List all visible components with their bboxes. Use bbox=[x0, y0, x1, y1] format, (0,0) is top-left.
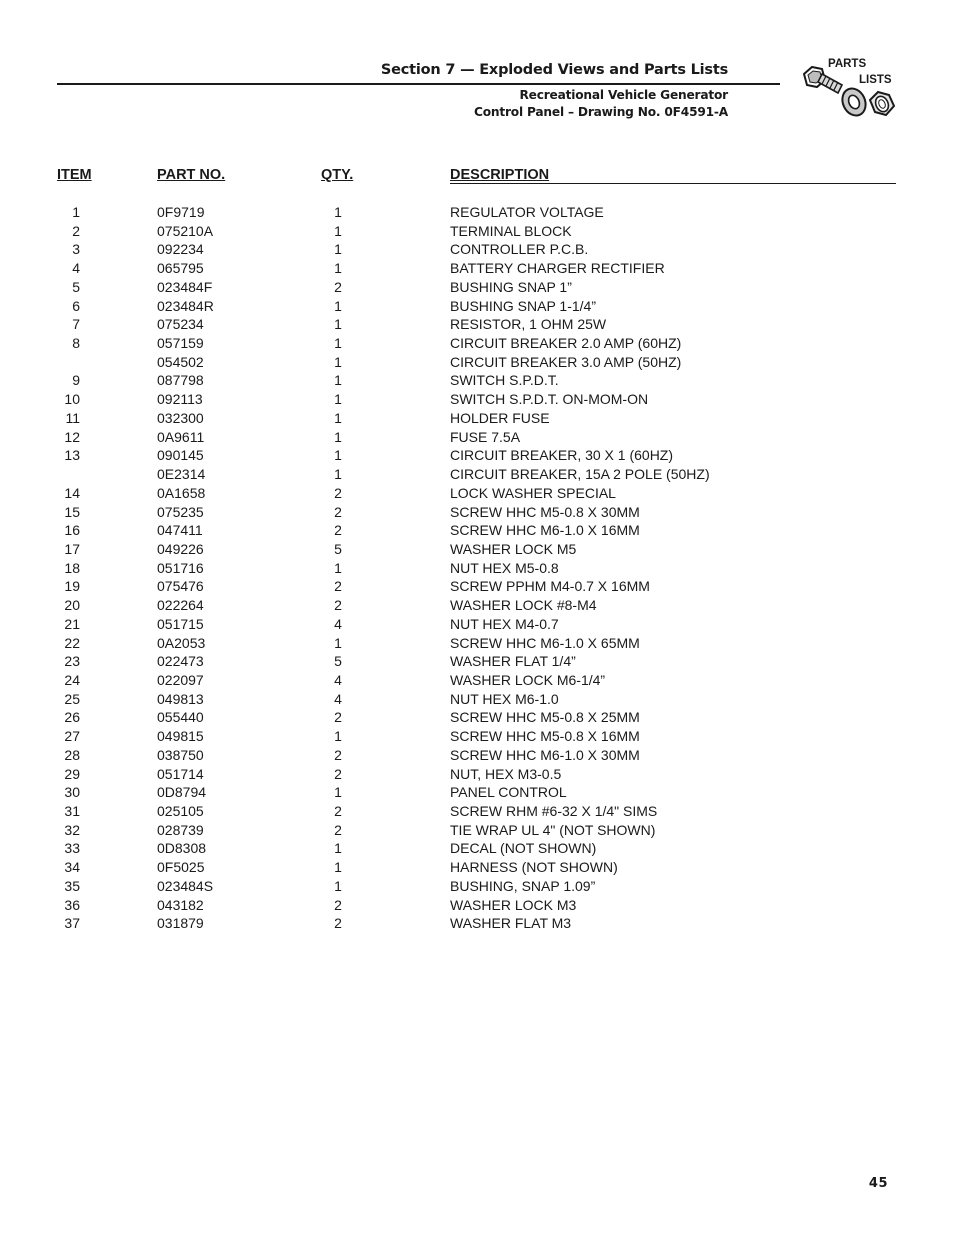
part-description: BUSHING, SNAP 1.09” bbox=[450, 877, 596, 894]
page-header bbox=[0, 0, 954, 130]
table-row bbox=[0, 204, 954, 223]
part-number: 049813 bbox=[157, 690, 204, 707]
part-number: 092113 bbox=[157, 391, 203, 408]
quantity: 1 bbox=[334, 297, 342, 314]
part-number: 075210A bbox=[157, 222, 214, 239]
quantity: 1 bbox=[334, 241, 342, 258]
quantity: 1 bbox=[334, 840, 342, 857]
table-row bbox=[0, 466, 954, 485]
part-description: SWITCH S.P.D.T. ON-MOM-ON bbox=[450, 391, 649, 408]
item-number: 25 bbox=[64, 690, 80, 707]
part-description: WASHER LOCK #8-M4 bbox=[450, 597, 597, 614]
table-row bbox=[0, 578, 954, 597]
logo-label-parts: PARTS bbox=[828, 58, 867, 70]
table-row bbox=[0, 335, 954, 354]
quantity: 1 bbox=[334, 260, 342, 277]
quantity: 1 bbox=[334, 222, 342, 239]
item-number: 18 bbox=[64, 559, 80, 576]
parts-list-table bbox=[0, 204, 954, 934]
part-number: 049815 bbox=[157, 728, 204, 745]
section-title: Section 7 — Exploded Views and Parts Lists bbox=[380, 62, 728, 78]
part-description: NUT HEX M4-0.7 bbox=[450, 615, 559, 632]
quantity: 1 bbox=[334, 335, 342, 352]
part-number: 0A2053 bbox=[157, 634, 206, 651]
quantity: 1 bbox=[334, 391, 342, 408]
item-number: 5 bbox=[72, 278, 80, 295]
part-description: WASHER FLAT 1/4” bbox=[450, 653, 576, 670]
part-description: DECAL (NOT SHOWN) bbox=[450, 840, 597, 857]
part-number: 054502 bbox=[157, 353, 204, 370]
part-description: TIE WRAP UL 4" (NOT SHOWN) bbox=[450, 821, 656, 838]
item-number: 37 bbox=[64, 915, 80, 932]
table-row bbox=[0, 298, 954, 317]
table-row bbox=[0, 410, 954, 429]
part-number: 051716 bbox=[157, 559, 204, 576]
part-number: 028739 bbox=[157, 821, 204, 838]
part-number: 038750 bbox=[157, 746, 204, 763]
quantity: 1 bbox=[334, 447, 342, 464]
part-description: SCREW HHC M5-0.8 X 30MM bbox=[450, 503, 640, 520]
quantity: 5 bbox=[334, 653, 342, 670]
table-row bbox=[0, 279, 954, 298]
item-number: 27 bbox=[64, 728, 80, 745]
quantity: 5 bbox=[334, 540, 342, 557]
table-row bbox=[0, 878, 954, 897]
part-description: NUT HEX M5-0.8 bbox=[450, 559, 559, 576]
item-number: 19 bbox=[64, 578, 80, 595]
table-row bbox=[0, 372, 954, 391]
item-number: 34 bbox=[64, 859, 80, 876]
table-row bbox=[0, 504, 954, 523]
quantity: 2 bbox=[334, 503, 342, 520]
quantity: 1 bbox=[334, 634, 342, 651]
quantity: 4 bbox=[334, 615, 342, 632]
item-number: 30 bbox=[64, 784, 80, 801]
item-number: 31 bbox=[64, 803, 80, 819]
part-description: BUSHING SNAP 1” bbox=[450, 278, 572, 295]
part-number: 090145 bbox=[157, 447, 204, 464]
item-number: 33 bbox=[64, 840, 80, 857]
part-number: 049226 bbox=[157, 540, 204, 557]
part-description: RESISTOR, 1 OHM 25W bbox=[450, 316, 607, 333]
part-number: 0F9719 bbox=[157, 204, 205, 220]
item-number: 20 bbox=[64, 597, 80, 614]
quantity: 2 bbox=[334, 597, 342, 614]
quantity: 1 bbox=[334, 372, 342, 389]
part-description: WASHER LOCK M5 bbox=[450, 540, 577, 557]
part-description: SCREW HHC M6-1.0 X 65MM bbox=[450, 634, 640, 651]
quantity: 1 bbox=[334, 466, 342, 483]
part-number: 075234 bbox=[157, 316, 204, 333]
quantity: 1 bbox=[334, 859, 342, 876]
quantity: 2 bbox=[334, 484, 342, 501]
table-row bbox=[0, 485, 954, 504]
quantity: 1 bbox=[334, 559, 342, 576]
quantity: 2 bbox=[334, 746, 342, 763]
quantity: 2 bbox=[334, 765, 342, 782]
quantity: 2 bbox=[334, 915, 342, 932]
quantity: 1 bbox=[334, 409, 342, 426]
part-description: WASHER LOCK M6-1/4” bbox=[450, 671, 606, 688]
part-number: 092234 bbox=[157, 241, 204, 258]
part-number: 025105 bbox=[157, 803, 204, 819]
part-description: NUT HEX M6-1.0 bbox=[450, 690, 559, 707]
item-number: 24 bbox=[64, 671, 80, 688]
table-row bbox=[0, 840, 954, 859]
table-row bbox=[0, 597, 954, 616]
item-number: 23 bbox=[64, 653, 80, 670]
table-row bbox=[0, 653, 954, 672]
part-number: 031879 bbox=[157, 915, 204, 932]
part-number: 022264 bbox=[157, 597, 204, 614]
quantity: 2 bbox=[334, 709, 342, 726]
table-row bbox=[0, 429, 954, 448]
part-description: CONTROLLER P.C.B. bbox=[450, 241, 589, 258]
quantity: 2 bbox=[334, 821, 342, 838]
item-number: 35 bbox=[64, 877, 80, 894]
quantity: 2 bbox=[334, 896, 342, 913]
item-number: 7 bbox=[72, 316, 80, 333]
table-header bbox=[0, 165, 954, 185]
table-row bbox=[0, 672, 954, 691]
part-number: 051714 bbox=[157, 765, 204, 782]
quantity: 2 bbox=[334, 803, 342, 819]
quantity: 2 bbox=[334, 278, 342, 295]
item-number: 13 bbox=[64, 447, 80, 464]
quantity: 1 bbox=[334, 428, 342, 445]
part-number: 022097 bbox=[157, 671, 204, 688]
item-number: 14 bbox=[64, 484, 80, 501]
part-description: CIRCUIT BREAKER 2.0 AMP (60HZ) bbox=[450, 335, 682, 352]
table-row bbox=[0, 709, 954, 728]
item-number: 4 bbox=[72, 260, 80, 277]
table-row bbox=[0, 316, 954, 335]
part-description: SCREW HHC M5-0.8 X 16MM bbox=[450, 728, 640, 745]
part-number: 023484S bbox=[157, 877, 214, 894]
table-row bbox=[0, 766, 954, 785]
item-number: 1 bbox=[72, 204, 80, 220]
item-number: 36 bbox=[64, 896, 80, 913]
part-description: CIRCUIT BREAKER 3.0 AMP (50HZ) bbox=[450, 353, 682, 370]
quantity: 1 bbox=[334, 204, 342, 220]
table-row bbox=[0, 803, 954, 822]
part-description: SCREW PPHM M4-0.7 X 16MM bbox=[450, 578, 650, 595]
part-number: 075476 bbox=[157, 578, 204, 595]
header-qty: QTY. bbox=[321, 167, 354, 183]
part-number: 0D8794 bbox=[157, 784, 207, 801]
item-number: 12 bbox=[64, 428, 80, 445]
item-number: 28 bbox=[64, 746, 80, 763]
table-row bbox=[0, 822, 954, 841]
part-description: WASHER LOCK M3 bbox=[450, 896, 577, 913]
logo-label-lists: LISTS bbox=[859, 74, 892, 86]
quantity: 2 bbox=[334, 522, 342, 539]
table-row bbox=[0, 859, 954, 878]
part-number: 032300 bbox=[157, 409, 204, 426]
part-number: 087798 bbox=[157, 372, 204, 389]
part-description: LOCK WASHER SPECIAL bbox=[450, 484, 616, 501]
part-number: 0F5025 bbox=[157, 859, 205, 876]
table-row bbox=[0, 354, 954, 373]
part-number: 047411 bbox=[157, 522, 203, 539]
quantity: 4 bbox=[334, 690, 342, 707]
item-number: 16 bbox=[64, 522, 80, 539]
quantity: 1 bbox=[334, 784, 342, 801]
part-number: 022473 bbox=[157, 653, 204, 670]
header-divider bbox=[57, 83, 780, 85]
item-number: 32 bbox=[64, 821, 80, 838]
part-number: 023484F bbox=[157, 278, 213, 295]
part-description: TERMINAL BLOCK bbox=[450, 222, 572, 239]
part-number: 051715 bbox=[157, 615, 204, 632]
part-description: HOLDER FUSE bbox=[450, 409, 550, 426]
quantity: 1 bbox=[334, 353, 342, 370]
table-row bbox=[0, 616, 954, 635]
item-number: 21 bbox=[64, 615, 80, 632]
table-row bbox=[0, 260, 954, 279]
table-row bbox=[0, 635, 954, 654]
part-description: SCREW HHC M6-1.0 X 30MM bbox=[450, 746, 640, 763]
quantity: 1 bbox=[334, 316, 342, 333]
part-number: 0E2314 bbox=[157, 466, 206, 483]
part-description: WASHER FLAT M3 bbox=[450, 915, 572, 932]
table-row bbox=[0, 541, 954, 560]
part-description: SWITCH S.P.D.T. bbox=[450, 372, 559, 389]
table-row bbox=[0, 897, 954, 916]
drawing-reference: Control Panel – Drawing No. 0F4591-A bbox=[473, 105, 728, 119]
part-description: NUT, HEX M3-0.5 bbox=[450, 765, 562, 782]
table-row bbox=[0, 522, 954, 541]
item-number: 29 bbox=[64, 765, 80, 782]
part-description: BATTERY CHARGER RECTIFIER bbox=[450, 260, 665, 277]
part-description: SCREW HHC M5-0.8 X 25MM bbox=[450, 709, 640, 726]
table-row bbox=[0, 915, 954, 934]
part-description: REGULATOR VOLTAGE bbox=[450, 204, 604, 220]
part-number: 0A9611 bbox=[157, 428, 205, 445]
part-description: CIRCUIT BREAKER, 15A 2 POLE (50HZ) bbox=[450, 466, 710, 483]
item-number: 9 bbox=[72, 372, 80, 389]
item-number: 2 bbox=[72, 222, 80, 239]
part-number: 057159 bbox=[157, 335, 204, 352]
table-row bbox=[0, 223, 954, 242]
part-description: FUSE 7.5A bbox=[450, 428, 521, 445]
table-row bbox=[0, 728, 954, 747]
part-number: 023484R bbox=[157, 297, 214, 314]
table-row bbox=[0, 784, 954, 803]
table-row bbox=[0, 241, 954, 260]
header-part-no: PART NO. bbox=[157, 167, 226, 183]
part-number: 0A1658 bbox=[157, 484, 206, 501]
item-number: 8 bbox=[72, 335, 80, 352]
item-number: 6 bbox=[72, 297, 80, 314]
quantity: 2 bbox=[334, 578, 342, 595]
item-number: 10 bbox=[64, 391, 80, 408]
bolt-washer-nut-icon bbox=[798, 54, 898, 130]
part-description: SCREW HHC M6-1.0 X 16MM bbox=[450, 522, 640, 539]
item-number: 3 bbox=[72, 241, 80, 258]
table-row bbox=[0, 747, 954, 766]
part-description: BUSHING SNAP 1-1/4” bbox=[450, 297, 597, 314]
part-number: 055440 bbox=[157, 709, 204, 726]
table-row bbox=[0, 691, 954, 710]
part-description: PANEL CONTROL bbox=[450, 784, 567, 801]
part-number: 043182 bbox=[157, 896, 204, 913]
header-description: DESCRIPTION bbox=[450, 167, 550, 183]
table-row bbox=[0, 391, 954, 410]
table-row bbox=[0, 447, 954, 466]
item-number: 26 bbox=[64, 709, 80, 726]
document-subtitle: Recreational Vehicle Generator bbox=[519, 88, 728, 102]
quantity: 1 bbox=[334, 728, 342, 745]
part-number: 075235 bbox=[157, 503, 204, 520]
part-description: HARNESS (NOT SHOWN) bbox=[450, 859, 618, 876]
part-description: CIRCUIT BREAKER, 30 X 1 (60HZ) bbox=[450, 447, 674, 464]
header-underline bbox=[450, 183, 896, 185]
page-number: 45 bbox=[868, 1176, 888, 1191]
table-row bbox=[0, 560, 954, 579]
quantity: 4 bbox=[334, 671, 342, 688]
item-number: 15 bbox=[64, 503, 80, 520]
header-item: ITEM bbox=[57, 167, 92, 183]
part-description: SCREW RHM #6-32 X 1/4" SIMS bbox=[450, 803, 658, 819]
part-number: 065795 bbox=[157, 260, 204, 277]
quantity: 1 bbox=[334, 877, 342, 894]
item-number: 22 bbox=[64, 634, 80, 651]
item-number: 17 bbox=[64, 540, 80, 557]
item-number: 11 bbox=[65, 409, 80, 426]
part-number: 0D8308 bbox=[157, 840, 207, 857]
